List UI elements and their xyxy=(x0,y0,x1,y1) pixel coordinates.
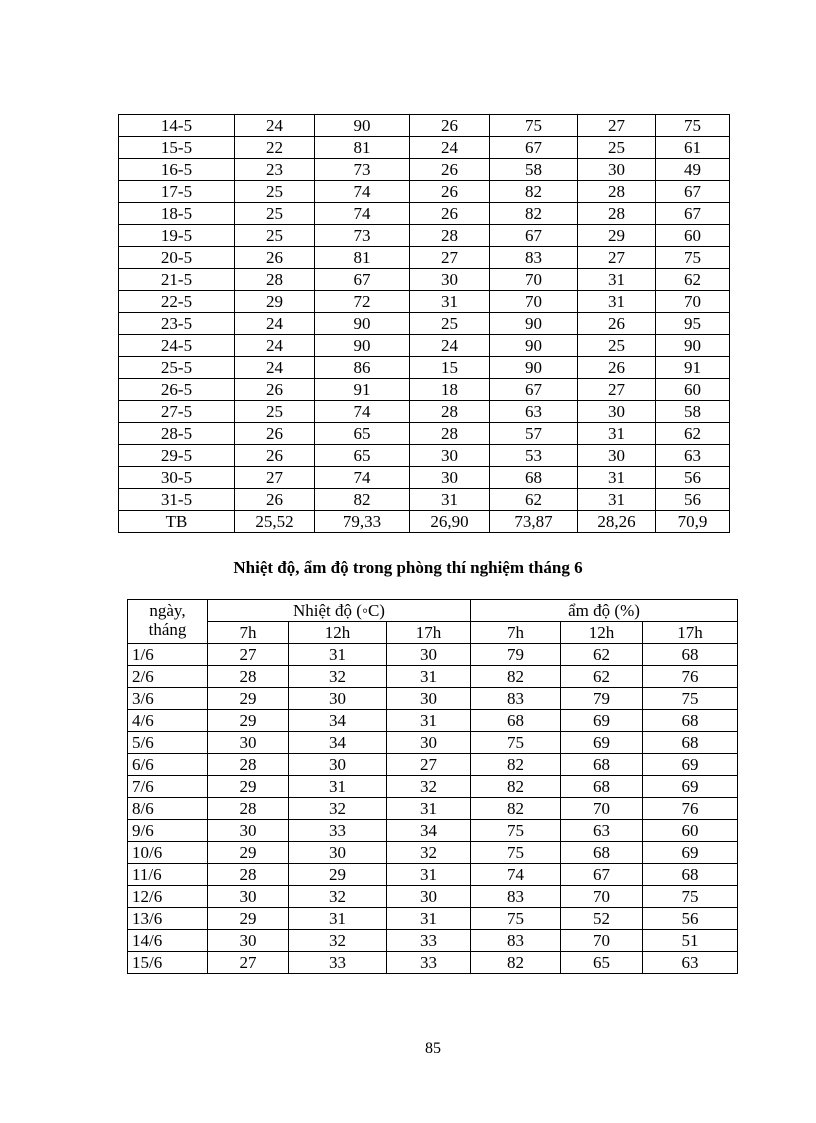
value-cell: 56 xyxy=(656,467,730,489)
value-cell: 82 xyxy=(490,181,578,203)
date-cell: 20-5 xyxy=(119,247,235,269)
value-cell: 95 xyxy=(656,313,730,335)
value-cell: 27 xyxy=(578,115,656,137)
value-cell: 73 xyxy=(315,159,410,181)
june-climate-table xyxy=(127,599,738,974)
value-cell: 69 xyxy=(561,732,643,754)
table-row xyxy=(128,732,738,754)
table-row xyxy=(128,820,738,842)
value-cell: 75 xyxy=(471,732,561,754)
value-cell: 74 xyxy=(315,203,410,225)
value-cell: 27 xyxy=(578,379,656,401)
value-cell: 28 xyxy=(410,225,490,247)
value-cell: 27 xyxy=(410,247,490,269)
value-cell: 82 xyxy=(471,754,561,776)
date-cell: 24-5 xyxy=(119,335,235,357)
value-cell: 90 xyxy=(315,115,410,137)
value-cell: 67 xyxy=(315,269,410,291)
value-cell: 28 xyxy=(410,423,490,445)
june-table-caption: Nhiệt độ, ẩm độ trong phòng thí nghiệm tháng 6 xyxy=(233,558,583,577)
table-row xyxy=(128,886,738,908)
table-row xyxy=(128,666,738,688)
value-cell: 33 xyxy=(387,952,471,974)
header-humidity-12h: 12h xyxy=(561,622,643,644)
value-cell: 29 xyxy=(289,864,387,886)
june-table-body xyxy=(128,644,738,974)
value-cell: 67 xyxy=(656,203,730,225)
table-row xyxy=(128,930,738,952)
value-cell: 56 xyxy=(656,489,730,511)
value-cell: 62 xyxy=(561,644,643,666)
value-cell: 83 xyxy=(471,688,561,710)
value-cell: 70,9 xyxy=(656,511,730,533)
date-cell: 29-5 xyxy=(119,445,235,467)
value-cell: 63 xyxy=(643,952,738,974)
value-cell: 24 xyxy=(235,335,315,357)
value-cell: 83 xyxy=(490,247,578,269)
value-cell: 31 xyxy=(289,644,387,666)
date-cell: 23-5 xyxy=(119,313,235,335)
value-cell: 30 xyxy=(208,930,289,952)
value-cell: 30 xyxy=(208,820,289,842)
table-row xyxy=(119,401,730,423)
header-day-line1: ngày, xyxy=(149,601,186,620)
value-cell: 90 xyxy=(490,335,578,357)
value-cell: 68 xyxy=(471,710,561,732)
date-cell: 11/6 xyxy=(128,864,208,886)
value-cell: 30 xyxy=(387,644,471,666)
value-cell: 31 xyxy=(578,489,656,511)
value-cell: 28 xyxy=(578,181,656,203)
table-row xyxy=(128,776,738,798)
table-row xyxy=(119,269,730,291)
value-cell: 82 xyxy=(471,952,561,974)
value-cell: 65 xyxy=(561,952,643,974)
value-cell: 68 xyxy=(643,644,738,666)
june-table-header xyxy=(128,600,738,644)
value-cell: 75 xyxy=(490,115,578,137)
value-cell: 31 xyxy=(578,467,656,489)
value-cell: 76 xyxy=(643,666,738,688)
page-number: 85 xyxy=(425,1040,441,1057)
table-row xyxy=(119,203,730,225)
value-cell: 24 xyxy=(235,313,315,335)
date-cell: 27-5 xyxy=(119,401,235,423)
value-cell: 27 xyxy=(208,952,289,974)
value-cell: 69 xyxy=(643,754,738,776)
value-cell: 62 xyxy=(561,666,643,688)
value-cell: 26 xyxy=(235,379,315,401)
date-cell: 26-5 xyxy=(119,379,235,401)
table-row xyxy=(119,379,730,401)
header-humidity-17h: 17h xyxy=(643,622,738,644)
value-cell: 68 xyxy=(643,864,738,886)
value-cell: 75 xyxy=(471,908,561,930)
value-cell: 24 xyxy=(235,357,315,379)
value-cell: 32 xyxy=(289,666,387,688)
value-cell: 63 xyxy=(561,820,643,842)
value-cell: 22 xyxy=(235,137,315,159)
value-cell: 31 xyxy=(289,776,387,798)
value-cell: 69 xyxy=(643,776,738,798)
value-cell: 23 xyxy=(235,159,315,181)
value-cell: 28 xyxy=(235,269,315,291)
value-cell: 25 xyxy=(235,203,315,225)
value-cell: 30 xyxy=(387,688,471,710)
date-cell: 16-5 xyxy=(119,159,235,181)
value-cell: 27 xyxy=(235,467,315,489)
value-cell: 30 xyxy=(578,401,656,423)
value-cell: 67 xyxy=(490,379,578,401)
value-cell: 62 xyxy=(656,423,730,445)
header-humidity-7h: 7h xyxy=(471,622,561,644)
value-cell: 73,87 xyxy=(490,511,578,533)
value-cell: 30 xyxy=(208,886,289,908)
value-cell: 74 xyxy=(315,401,410,423)
date-cell: 10/6 xyxy=(128,842,208,864)
value-cell: 30 xyxy=(410,269,490,291)
table-row xyxy=(119,489,730,511)
date-cell: 4/6 xyxy=(128,710,208,732)
value-cell: 73 xyxy=(315,225,410,247)
value-cell: 28 xyxy=(208,864,289,886)
value-cell: 75 xyxy=(643,688,738,710)
date-cell: 17-5 xyxy=(119,181,235,203)
value-cell: 26 xyxy=(410,159,490,181)
value-cell: 30 xyxy=(387,886,471,908)
value-cell: 68 xyxy=(561,776,643,798)
value-cell: 31 xyxy=(410,291,490,313)
may-table-body xyxy=(119,115,730,533)
date-cell: 28-5 xyxy=(119,423,235,445)
value-cell: 30 xyxy=(578,445,656,467)
value-cell: 31 xyxy=(578,269,656,291)
value-cell: 69 xyxy=(561,710,643,732)
value-cell: 68 xyxy=(490,467,578,489)
value-cell: 67 xyxy=(490,137,578,159)
value-cell: 26,90 xyxy=(410,511,490,533)
header-day-line2: tháng xyxy=(148,620,187,639)
value-cell: 32 xyxy=(289,930,387,952)
value-cell: 34 xyxy=(289,710,387,732)
value-cell: 34 xyxy=(387,820,471,842)
value-cell: 68 xyxy=(561,842,643,864)
value-cell: 82 xyxy=(471,776,561,798)
value-cell: 26 xyxy=(578,357,656,379)
value-cell: 69 xyxy=(643,842,738,864)
table-row xyxy=(119,335,730,357)
value-cell: 29 xyxy=(208,842,289,864)
value-cell: 33 xyxy=(289,820,387,842)
value-cell: 30 xyxy=(410,445,490,467)
value-cell: 82 xyxy=(471,666,561,688)
value-cell: 29 xyxy=(208,776,289,798)
date-cell: 8/6 xyxy=(128,798,208,820)
date-cell: 18-5 xyxy=(119,203,235,225)
value-cell: 31 xyxy=(387,864,471,886)
value-cell: 83 xyxy=(471,886,561,908)
value-cell: 26 xyxy=(235,247,315,269)
value-cell: 70 xyxy=(490,269,578,291)
value-cell: 74 xyxy=(315,181,410,203)
date-cell: 22-5 xyxy=(119,291,235,313)
value-cell: 65 xyxy=(315,445,410,467)
value-cell: 68 xyxy=(561,754,643,776)
value-cell: 30 xyxy=(208,732,289,754)
value-cell: 68 xyxy=(643,732,738,754)
value-cell: 26 xyxy=(410,181,490,203)
value-cell: 32 xyxy=(387,842,471,864)
value-cell: 82 xyxy=(471,798,561,820)
date-cell: 7/6 xyxy=(128,776,208,798)
value-cell: 28 xyxy=(410,401,490,423)
value-cell: 28 xyxy=(208,754,289,776)
value-cell: 70 xyxy=(656,291,730,313)
table-row xyxy=(119,159,730,181)
value-cell: 29 xyxy=(578,225,656,247)
table-row xyxy=(128,842,738,864)
value-cell: 79,33 xyxy=(315,511,410,533)
header-temp-17h: 17h xyxy=(387,622,471,644)
table-row xyxy=(119,445,730,467)
value-cell: 72 xyxy=(315,291,410,313)
value-cell: 28,26 xyxy=(578,511,656,533)
header-temp-12h: 12h xyxy=(289,622,387,644)
value-cell: 53 xyxy=(490,445,578,467)
table-row xyxy=(128,952,738,974)
value-cell: 34 xyxy=(289,732,387,754)
value-cell: 76 xyxy=(643,798,738,820)
value-cell: 29 xyxy=(235,291,315,313)
table-row xyxy=(119,225,730,247)
date-cell: 14/6 xyxy=(128,930,208,952)
value-cell: 15 xyxy=(410,357,490,379)
value-cell: 67 xyxy=(656,181,730,203)
value-cell: 90 xyxy=(315,335,410,357)
date-cell: 15/6 xyxy=(128,952,208,974)
value-cell: 79 xyxy=(471,644,561,666)
may-climate-table xyxy=(118,114,730,533)
date-cell: TB xyxy=(119,511,235,533)
table-row xyxy=(128,688,738,710)
value-cell: 31 xyxy=(387,798,471,820)
value-cell: 29 xyxy=(208,688,289,710)
value-cell: 70 xyxy=(561,886,643,908)
header-humidity: ẩm độ (%) xyxy=(471,600,738,622)
value-cell: 82 xyxy=(315,489,410,511)
value-cell: 25 xyxy=(235,181,315,203)
table-row xyxy=(119,423,730,445)
value-cell: 60 xyxy=(643,820,738,842)
table-row xyxy=(119,511,730,533)
date-cell: 12/6 xyxy=(128,886,208,908)
value-cell: 90 xyxy=(656,335,730,357)
value-cell: 32 xyxy=(289,798,387,820)
value-cell: 82 xyxy=(490,203,578,225)
table-row xyxy=(119,181,730,203)
value-cell: 26 xyxy=(235,489,315,511)
value-cell: 25 xyxy=(235,225,315,247)
table-row xyxy=(119,313,730,335)
table-row xyxy=(128,908,738,930)
table-row xyxy=(119,137,730,159)
date-cell: 6/6 xyxy=(128,754,208,776)
value-cell: 60 xyxy=(656,225,730,247)
date-cell: 19-5 xyxy=(119,225,235,247)
value-cell: 27 xyxy=(208,644,289,666)
value-cell: 62 xyxy=(656,269,730,291)
table-row xyxy=(128,798,738,820)
value-cell: 18 xyxy=(410,379,490,401)
table-row xyxy=(119,247,730,269)
value-cell: 30 xyxy=(578,159,656,181)
date-cell: 2/6 xyxy=(128,666,208,688)
table-row xyxy=(119,115,730,137)
value-cell: 58 xyxy=(490,159,578,181)
value-cell: 25 xyxy=(410,313,490,335)
value-cell: 32 xyxy=(289,886,387,908)
value-cell: 75 xyxy=(471,820,561,842)
value-cell: 70 xyxy=(490,291,578,313)
value-cell: 30 xyxy=(387,732,471,754)
value-cell: 75 xyxy=(643,886,738,908)
value-cell: 91 xyxy=(315,379,410,401)
table-row xyxy=(128,754,738,776)
value-cell: 27 xyxy=(578,247,656,269)
value-cell: 24 xyxy=(410,335,490,357)
value-cell: 31 xyxy=(387,710,471,732)
value-cell: 28 xyxy=(208,666,289,688)
date-cell: 25-5 xyxy=(119,357,235,379)
value-cell: 60 xyxy=(656,379,730,401)
value-cell: 25 xyxy=(578,137,656,159)
value-cell: 27 xyxy=(387,754,471,776)
value-cell: 29 xyxy=(208,908,289,930)
date-cell: 31-5 xyxy=(119,489,235,511)
value-cell: 25 xyxy=(235,401,315,423)
value-cell: 49 xyxy=(656,159,730,181)
value-cell: 28 xyxy=(578,203,656,225)
value-cell: 25 xyxy=(578,335,656,357)
header-temp-7h: 7h xyxy=(208,622,289,644)
date-cell: 3/6 xyxy=(128,688,208,710)
value-cell: 30 xyxy=(289,842,387,864)
value-cell: 51 xyxy=(643,930,738,952)
value-cell: 75 xyxy=(656,115,730,137)
table-row xyxy=(119,291,730,313)
value-cell: 91 xyxy=(656,357,730,379)
table-row xyxy=(119,357,730,379)
value-cell: 31 xyxy=(578,291,656,313)
value-cell: 28 xyxy=(208,798,289,820)
value-cell: 57 xyxy=(490,423,578,445)
value-cell: 70 xyxy=(561,930,643,952)
value-cell: 30 xyxy=(410,467,490,489)
value-cell: 74 xyxy=(315,467,410,489)
value-cell: 74 xyxy=(471,864,561,886)
value-cell: 68 xyxy=(643,710,738,732)
value-cell: 26 xyxy=(410,203,490,225)
value-cell: 63 xyxy=(656,445,730,467)
date-cell: 15-5 xyxy=(119,137,235,159)
value-cell: 63 xyxy=(490,401,578,423)
value-cell: 75 xyxy=(471,842,561,864)
table-row xyxy=(128,644,738,666)
date-cell: 13/6 xyxy=(128,908,208,930)
value-cell: 67 xyxy=(561,864,643,886)
date-cell: 21-5 xyxy=(119,269,235,291)
value-cell: 26 xyxy=(410,115,490,137)
value-cell: 81 xyxy=(315,247,410,269)
value-cell: 30 xyxy=(289,688,387,710)
header-day-month xyxy=(128,600,208,644)
value-cell: 33 xyxy=(387,930,471,952)
value-cell: 26 xyxy=(235,445,315,467)
value-cell: 26 xyxy=(235,423,315,445)
value-cell: 31 xyxy=(578,423,656,445)
value-cell: 79 xyxy=(561,688,643,710)
value-cell: 90 xyxy=(490,313,578,335)
value-cell: 67 xyxy=(490,225,578,247)
table-row xyxy=(128,710,738,732)
date-cell: 1/6 xyxy=(128,644,208,666)
date-cell: 30-5 xyxy=(119,467,235,489)
value-cell: 24 xyxy=(235,115,315,137)
value-cell: 75 xyxy=(656,247,730,269)
value-cell: 24 xyxy=(410,137,490,159)
value-cell: 90 xyxy=(490,357,578,379)
date-cell: 5/6 xyxy=(128,732,208,754)
value-cell: 31 xyxy=(289,908,387,930)
value-cell: 31 xyxy=(387,666,471,688)
value-cell: 83 xyxy=(471,930,561,952)
value-cell: 33 xyxy=(289,952,387,974)
table-row xyxy=(128,864,738,886)
table-row xyxy=(119,467,730,489)
value-cell: 61 xyxy=(656,137,730,159)
value-cell: 65 xyxy=(315,423,410,445)
value-cell: 81 xyxy=(315,137,410,159)
value-cell: 30 xyxy=(289,754,387,776)
value-cell: 52 xyxy=(561,908,643,930)
value-cell: 70 xyxy=(561,798,643,820)
value-cell: 56 xyxy=(643,908,738,930)
value-cell: 86 xyxy=(315,357,410,379)
value-cell: 32 xyxy=(387,776,471,798)
date-cell: 9/6 xyxy=(128,820,208,842)
value-cell: 25,52 xyxy=(235,511,315,533)
value-cell: 31 xyxy=(387,908,471,930)
value-cell: 90 xyxy=(315,313,410,335)
value-cell: 31 xyxy=(410,489,490,511)
value-cell: 29 xyxy=(208,710,289,732)
value-cell: 26 xyxy=(578,313,656,335)
value-cell: 62 xyxy=(490,489,578,511)
header-temperature: Nhiệt độ (◦C) xyxy=(208,600,471,622)
date-cell: 14-5 xyxy=(119,115,235,137)
value-cell: 58 xyxy=(656,401,730,423)
